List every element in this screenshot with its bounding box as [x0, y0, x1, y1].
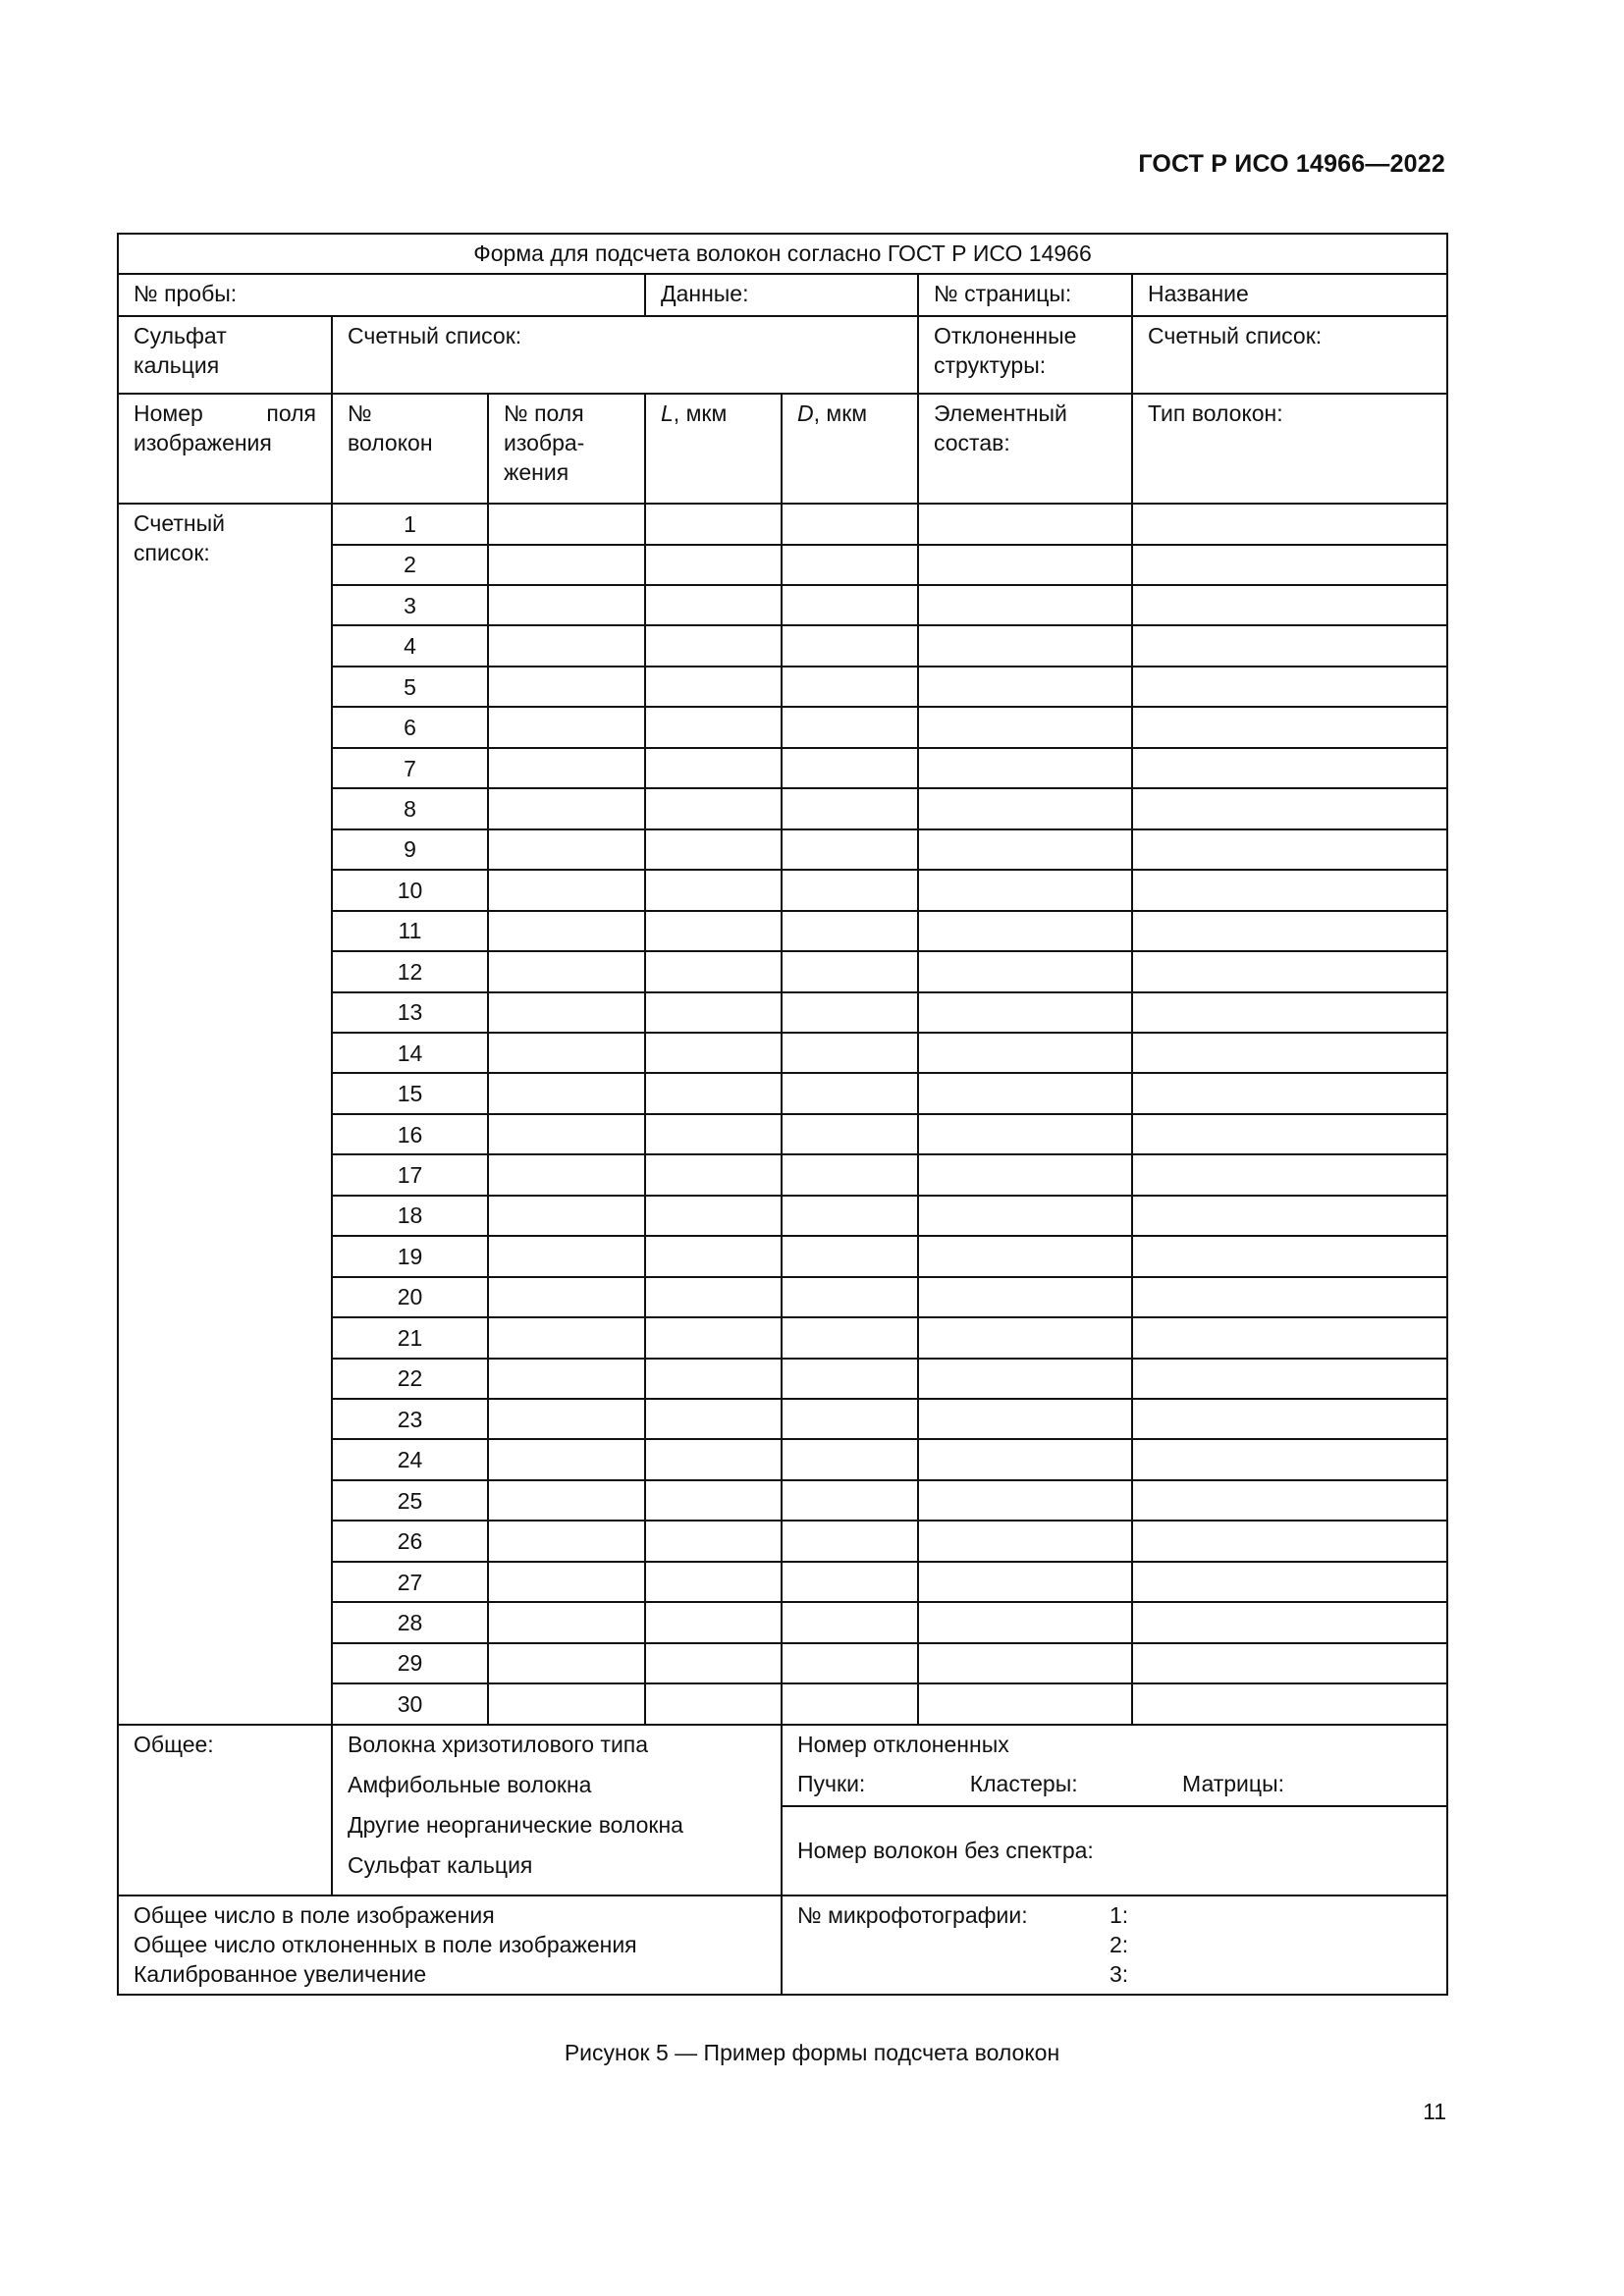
row-number: 9 [332, 829, 488, 870]
cell-fiber-type [1132, 1277, 1447, 1317]
cell-fiber-type [1132, 788, 1447, 828]
cell-fiber-type [1132, 504, 1447, 544]
cell-fiber-type [1132, 1114, 1447, 1154]
cell-diameter [782, 870, 918, 910]
cell-elemental [918, 1562, 1132, 1602]
micrograph-item: 1: [1110, 1901, 1129, 1928]
cell-length [645, 1562, 782, 1602]
count-list-label: Счетный список: [118, 504, 332, 1725]
rejected-breakdown [782, 1765, 1447, 1805]
cell-fiber-type [1132, 829, 1447, 870]
page-number: 11 [1423, 2099, 1446, 2124]
cell-field-no [488, 707, 645, 747]
fiber-type-other-inorganic: Другие неорганические волокна [348, 1811, 683, 1838]
cell-fiber-type [1132, 1033, 1447, 1073]
cell-length [645, 707, 782, 747]
cell-field-no [488, 1277, 645, 1317]
cell-length [645, 748, 782, 788]
cell-field-no [488, 1196, 645, 1236]
cell-elemental [918, 1480, 1132, 1521]
cell-fiber-type [1132, 1480, 1447, 1521]
cell-fiber-type [1132, 1359, 1447, 1399]
count-row [118, 504, 1447, 544]
cell-diameter [782, 545, 918, 585]
sample-no-field: № пробы: [118, 274, 645, 315]
cell-diameter [782, 504, 918, 544]
cell-fiber-type [1132, 1317, 1447, 1358]
cell-elemental [918, 625, 1132, 666]
row-number: 29 [332, 1643, 488, 1683]
rejected-no-label: Номер отклоненных [782, 1725, 1447, 1765]
row-number: 19 [332, 1236, 488, 1276]
cell-elemental [918, 1359, 1132, 1399]
cell-diameter [782, 625, 918, 666]
cell-field-no [488, 1236, 645, 1276]
micrograph-item: 2: [1110, 1931, 1129, 1957]
cell-elemental [918, 504, 1132, 544]
cell-fiber-type [1132, 625, 1447, 666]
cell-diameter [782, 992, 918, 1033]
data-field: Данные: [645, 274, 918, 315]
row-number: 28 [332, 1602, 488, 1642]
cell-diameter [782, 1399, 918, 1439]
calcium-sulfate-label: Сульфат кальция [118, 316, 332, 394]
cell-elemental [918, 1154, 1132, 1195]
cell-fiber-type [1132, 1683, 1447, 1725]
cell-field-no [488, 625, 645, 666]
col-header-field-no: № поля изобра- жения [488, 394, 645, 504]
row-number: 10 [332, 870, 488, 910]
cell-diameter [782, 1317, 918, 1358]
row-number: 8 [332, 788, 488, 828]
cell-diameter [782, 1033, 918, 1073]
col-header-elemental: Элементный состав: [918, 394, 1132, 504]
cell-elemental [918, 1073, 1132, 1113]
document-header: ГОСТ Р ИСО 14966—2022 [1138, 150, 1445, 178]
cell-length [645, 1317, 782, 1358]
cell-diameter [782, 1480, 918, 1521]
cell-field-no [488, 951, 645, 991]
fiber-type-calcium-sulfate: Сульфат кальция [348, 1851, 533, 1878]
cell-diameter [782, 1683, 918, 1725]
page-no-field: № страницы: [918, 274, 1132, 315]
cell-fiber-type [1132, 1399, 1447, 1439]
cell-length [645, 667, 782, 707]
cell-fiber-type [1132, 1602, 1447, 1642]
cell-diameter [782, 1196, 918, 1236]
row-number: 6 [332, 707, 488, 747]
no-spectrum-label: Номер волокон без спектра: [782, 1806, 1447, 1896]
figure-caption: Рисунок 5 — Пример формы подсчета волокон [564, 2040, 1060, 2065]
form-title: Форма для подсчета волокон согласно ГОСТ Р ИСО 14966 [118, 234, 1447, 274]
count-list-left: Счетный список: [332, 316, 918, 394]
row-number: 24 [332, 1439, 488, 1479]
cell-fiber-type [1132, 748, 1447, 788]
row-number: 13 [332, 992, 488, 1033]
cell-field-no [488, 545, 645, 585]
cell-length [645, 788, 782, 828]
cell-length [645, 1399, 782, 1439]
cell-elemental [918, 1277, 1132, 1317]
matrices-label: Матрицы: [1182, 1771, 1285, 1797]
row-number: 1 [332, 504, 488, 544]
cell-field-no [488, 992, 645, 1033]
cell-elemental [918, 829, 1132, 870]
fiber-count-form [117, 233, 1448, 1996]
cell-diameter [782, 1602, 918, 1642]
cell-fiber-type [1132, 1073, 1447, 1113]
cell-diameter [782, 667, 918, 707]
row-number: 22 [332, 1359, 488, 1399]
row-number: 25 [332, 1480, 488, 1521]
cell-field-no [488, 911, 645, 951]
cell-diameter [782, 1073, 918, 1113]
cell-diameter [782, 829, 918, 870]
col-header-length: L, мкм [645, 394, 782, 504]
row-number: 16 [332, 1114, 488, 1154]
cell-diameter [782, 1114, 918, 1154]
cell-field-no [488, 1317, 645, 1358]
col-header-image-field-no: Номер поля изображения [118, 394, 332, 504]
row-number: 2 [332, 545, 488, 585]
cell-diameter [782, 1439, 918, 1479]
cell-diameter [782, 1277, 918, 1317]
cell-elemental [918, 1114, 1132, 1154]
summary-calibrated-mag: Калиброванное увеличение [134, 1960, 427, 1987]
row-number: 30 [332, 1683, 488, 1725]
row-number: 4 [332, 625, 488, 666]
col-header-fiber-no: № волокон [332, 394, 488, 504]
count-rows [118, 504, 1447, 1725]
fiber-type-amphibole: Амфибольные волокна [348, 1771, 592, 1797]
cell-diameter [782, 1562, 918, 1602]
cell-field-no [488, 1359, 645, 1399]
micrograph-item: 3: [1110, 1960, 1129, 1987]
cell-elemental [918, 1521, 1132, 1561]
cell-fiber-type [1132, 911, 1447, 951]
summary-block [118, 1896, 782, 1995]
cell-length [645, 911, 782, 951]
cell-diameter [782, 748, 918, 788]
cell-elemental [918, 992, 1132, 1033]
cell-diameter [782, 1643, 918, 1683]
row-number: 23 [332, 1399, 488, 1439]
fiber-types-list [332, 1725, 782, 1896]
cell-fiber-type [1132, 992, 1447, 1033]
row-number: 11 [332, 911, 488, 951]
cell-length [645, 1277, 782, 1317]
row-number: 5 [332, 667, 488, 707]
cell-field-no [488, 585, 645, 625]
cell-elemental [918, 870, 1132, 910]
cell-length [645, 504, 782, 544]
cell-elemental [918, 667, 1132, 707]
cell-field-no [488, 1683, 645, 1725]
cell-diameter [782, 911, 918, 951]
cell-field-no [488, 504, 645, 544]
cell-length [645, 1359, 782, 1399]
cell-elemental [918, 1683, 1132, 1725]
rejected-structures-label: Отклоненные структуры: [918, 316, 1132, 394]
row-number: 27 [332, 1562, 488, 1602]
cell-field-no [488, 1073, 645, 1113]
cell-length [645, 951, 782, 991]
summary-total-in-field: Общее число в поле изображения [134, 1901, 495, 1928]
count-list-right: Счетный список: [1132, 316, 1447, 394]
cell-field-no [488, 1643, 645, 1683]
cell-length [645, 1236, 782, 1276]
cell-field-no [488, 1114, 645, 1154]
cell-length [645, 1602, 782, 1642]
cell-length [645, 1521, 782, 1561]
row-number: 20 [332, 1277, 488, 1317]
cell-field-no [488, 1399, 645, 1439]
cell-field-no [488, 788, 645, 828]
cell-fiber-type [1132, 545, 1447, 585]
cell-diameter [782, 1521, 918, 1561]
row-number: 26 [332, 1521, 488, 1561]
name-field: Название [1132, 274, 1447, 315]
cell-fiber-type [1132, 870, 1447, 910]
summary-total-rejected: Общее число отклоненных в поле изображения [134, 1931, 637, 1957]
cell-field-no [488, 870, 645, 910]
cell-elemental [918, 1196, 1132, 1236]
cell-fiber-type [1132, 1643, 1447, 1683]
cell-length [645, 992, 782, 1033]
cell-length [645, 1480, 782, 1521]
cell-length [645, 1683, 782, 1725]
cell-length [645, 545, 782, 585]
micrograph-label: № микрофотографии: [797, 1901, 1028, 1928]
cell-elemental [918, 911, 1132, 951]
row-number: 15 [332, 1073, 488, 1113]
cell-elemental [918, 1317, 1132, 1358]
cell-field-no [488, 1480, 645, 1521]
cell-length [645, 1114, 782, 1154]
cell-fiber-type [1132, 707, 1447, 747]
cell-fiber-type [1132, 1562, 1447, 1602]
cell-elemental [918, 1236, 1132, 1276]
cell-elemental [918, 1399, 1132, 1439]
cell-elemental [918, 788, 1132, 828]
cell-fiber-type [1132, 1154, 1447, 1195]
cell-length [645, 1073, 782, 1113]
fiber-type-chrysotile: Волокна хризотилового типа [348, 1731, 649, 1757]
cell-field-no [488, 1033, 645, 1073]
cell-elemental [918, 707, 1132, 747]
cell-elemental [918, 1033, 1132, 1073]
cell-elemental [918, 748, 1132, 788]
micrograph-block [782, 1896, 1447, 1995]
cell-fiber-type [1132, 585, 1447, 625]
cell-length [645, 829, 782, 870]
row-number: 3 [332, 585, 488, 625]
col-header-diameter: D, мкм [782, 394, 918, 504]
row-number: 21 [332, 1317, 488, 1358]
cell-length [645, 1643, 782, 1683]
cell-fiber-type [1132, 1196, 1447, 1236]
row-number: 17 [332, 1154, 488, 1195]
cell-field-no [488, 748, 645, 788]
cell-field-no [488, 829, 645, 870]
cell-elemental [918, 1602, 1132, 1642]
cell-length [645, 585, 782, 625]
cell-diameter [782, 1154, 918, 1195]
total-label: Общее: [118, 1725, 332, 1896]
cell-length [645, 1033, 782, 1073]
cell-length [645, 625, 782, 666]
cell-diameter [782, 788, 918, 828]
cell-diameter [782, 1236, 918, 1276]
row-number: 12 [332, 951, 488, 991]
cell-fiber-type [1132, 1236, 1447, 1276]
cell-elemental [918, 1439, 1132, 1479]
cell-fiber-type [1132, 1439, 1447, 1479]
row-number: 18 [332, 1196, 488, 1236]
cell-diameter [782, 707, 918, 747]
cell-elemental [918, 951, 1132, 991]
cell-length [645, 1439, 782, 1479]
cell-field-no [488, 1521, 645, 1561]
cell-length [645, 870, 782, 910]
cell-length [645, 1154, 782, 1195]
col-header-fiber-type: Тип волокон: [1132, 394, 1447, 504]
cell-field-no [488, 667, 645, 707]
cell-fiber-type [1132, 951, 1447, 991]
cell-field-no [488, 1562, 645, 1602]
cell-diameter [782, 1359, 918, 1399]
clusters-label: Кластеры: [969, 1771, 1078, 1797]
row-number: 7 [332, 748, 488, 788]
cell-fiber-type [1132, 667, 1447, 707]
bundles-label: Пучки: [797, 1771, 866, 1797]
cell-field-no [488, 1154, 645, 1195]
cell-elemental [918, 1643, 1132, 1683]
cell-fiber-type [1132, 1521, 1447, 1561]
cell-field-no [488, 1439, 645, 1479]
cell-diameter [782, 951, 918, 991]
row-number: 14 [332, 1033, 488, 1073]
cell-elemental [918, 585, 1132, 625]
cell-field-no [488, 1602, 645, 1642]
cell-elemental [918, 545, 1132, 585]
cell-diameter [782, 585, 918, 625]
cell-length [645, 1196, 782, 1236]
